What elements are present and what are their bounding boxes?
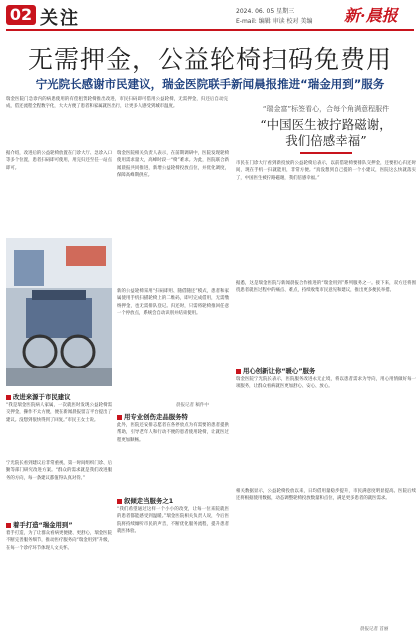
pull-quote-rule xyxy=(300,152,352,154)
section-marker-icon xyxy=(6,523,11,528)
section-title-5: 叙倾走当服务之1 xyxy=(117,496,173,505)
newspaper-masthead-logo: 新·晨报 xyxy=(344,6,398,25)
right-column-text-3: 瑞金医院宁光院长表示，医院服务改进永无止境，将以患者需求为导向，用心用情做好每一项服务，让群众看病就医更加舒心、安心、放心。 xyxy=(236,377,416,390)
intro-paragraph: 瑞金医院门急诊内的病患使用的有偿租赁轮椅推出改进，市民扫码即可借用公益轮椅，无需押金，归还后自动完成，借还流程全程数字化，大大方便了患者和家属就医出行，让更多人感受到城市温度。 xyxy=(6,97,228,110)
wheelchair-photo-illustration xyxy=(6,238,112,386)
section-marker-icon xyxy=(117,499,122,504)
byline-1: 晨报记者 稿件中 xyxy=(176,403,209,408)
left-column-text-2: 宁光院长看到建议后非常重视，第一时间组织门诊、后勤等部门研究改进方案。“群众的需求就是我们改进服务的方向，每一条建议都值得认真对待。” xyxy=(6,461,112,481)
section-title-1: 改进来源于市民建议 xyxy=(6,392,71,401)
section-marker-icon xyxy=(6,395,11,400)
article-headline: 无需押金，公益轮椅扫码免费用 xyxy=(27,45,392,74)
section-number: 02 xyxy=(6,5,36,25)
section-title-2: 着手打造“瑞金用到” xyxy=(6,520,73,529)
left-column-text-1: “我是瑞金医院病人家属，一次就医时发现公益轮椅需交押金，操作不太方便，便在新闻晨报留言平台提出了建议。没想到很快得到了回复。”市民王女士说。 xyxy=(6,403,112,423)
byline-2: 晨报记者 首丽 xyxy=(360,627,389,632)
section-marker-icon xyxy=(236,369,241,374)
right-column-text-4: 相关数据显示，公益轮椅投放以来，日均借用量稳步提升，市民满意度明显提高。医院后续还将根据使用数据，动态调整轮椅投放数量和点位，满足更多患者的就医需求。 xyxy=(236,489,416,502)
pull-quote-line-1: “中国医生被拧路磁谢， xyxy=(260,117,392,132)
page-header xyxy=(0,0,420,30)
center-column-text-4: “我们希望通过这样一个小小的改变，让每一位来院就医的患者都能感受到温暖。”瑞金医院相关负责人说，今后医院将持续倾听市民的声音，不断优化服务流程，提升患者就医体验。 xyxy=(117,507,229,534)
wheelchair-photo xyxy=(6,238,112,386)
center-column-text-2: 新的公益轮椅采用“扫码即用、随借随还”模式，患者和家属使用手机扫描轮椅上的二维码，即可完成借用，无需缴纳押金，也无需排队登记。归还时，只需将轮椅推回任意一个停放点，系统会自动识别并结束使用。 xyxy=(117,289,229,316)
pull-quote xyxy=(236,117,416,149)
article-subhead: 宁光院长感谢市民建议，瑞金医院联手新闻晨报推进“瑞金用到”服务 xyxy=(35,77,385,91)
section-name: 关注 xyxy=(40,8,80,29)
left-column-text-0: 据介绍，改进后的公益轮椅放置在门诊大厅、急诊入口等多个位置，患者扫码即可使用，用完归还至任一站点即可。 xyxy=(6,151,112,171)
section-title-4: 用专业创伤走品服务特 xyxy=(117,412,188,421)
issue-date: 2024. 06. 05 星期三 xyxy=(236,8,295,15)
section-title-3: 用心创新让你“暖心”服务 xyxy=(236,366,315,375)
pull-quote-label: “瑞金富”标签看心，合每个角满意程服件 xyxy=(262,105,390,113)
center-column-text-3: 此外，医院还安排志愿者在各停放点为有需要的患者提供帮助，引导老年人和行动不便的患者使用轮椅，让就医过程更加顺畅。 xyxy=(117,423,229,443)
left-column-text-3: 着手打造，为了让群众看病更便捷、更舒心，瑞金医院不断完善服务细节，推动医疗服务向“瑞金用到”升级，在每一个诊疗环节体现人文关怀。 xyxy=(6,531,112,551)
editor-meta: E-mail: 编辑 审读 校对 美编 xyxy=(236,18,313,25)
header-rule xyxy=(6,29,414,31)
section-marker-icon xyxy=(117,415,122,420)
center-column-text-1: 瑞金医院相关负责人表示，在前期调研中，医院发现轮椅使用需求量大，高峰时段一“椅”难求。为此，医院联合新闻晨报共同推进，新增公益轮椅投放点位，并优化调度，保障高峰期供应。 xyxy=(117,151,229,178)
right-column-text-1: 市民在门诊大厅看到新投放的公益轮椅后表示，以前借轮椅要排队交押金，还要担心归还时间，现在手机一扫就能用，非常方便。“真没想到自己提的一个小建议，医院这么快就落实了，中国医生被拧路磁谢，我们倍感幸福。” xyxy=(236,161,416,181)
right-column-text-2: 据悉，这是瑞金医院与新闻晨报合作推进的“瑞金用到”系列服务之一。接下来，双方还将围绕患者就医过程中的痛点、难点，持续收集市民意见和建议，推出更多便民举措。 xyxy=(236,281,416,294)
pull-quote-line-2: 我们倍感幸福” xyxy=(285,133,367,148)
